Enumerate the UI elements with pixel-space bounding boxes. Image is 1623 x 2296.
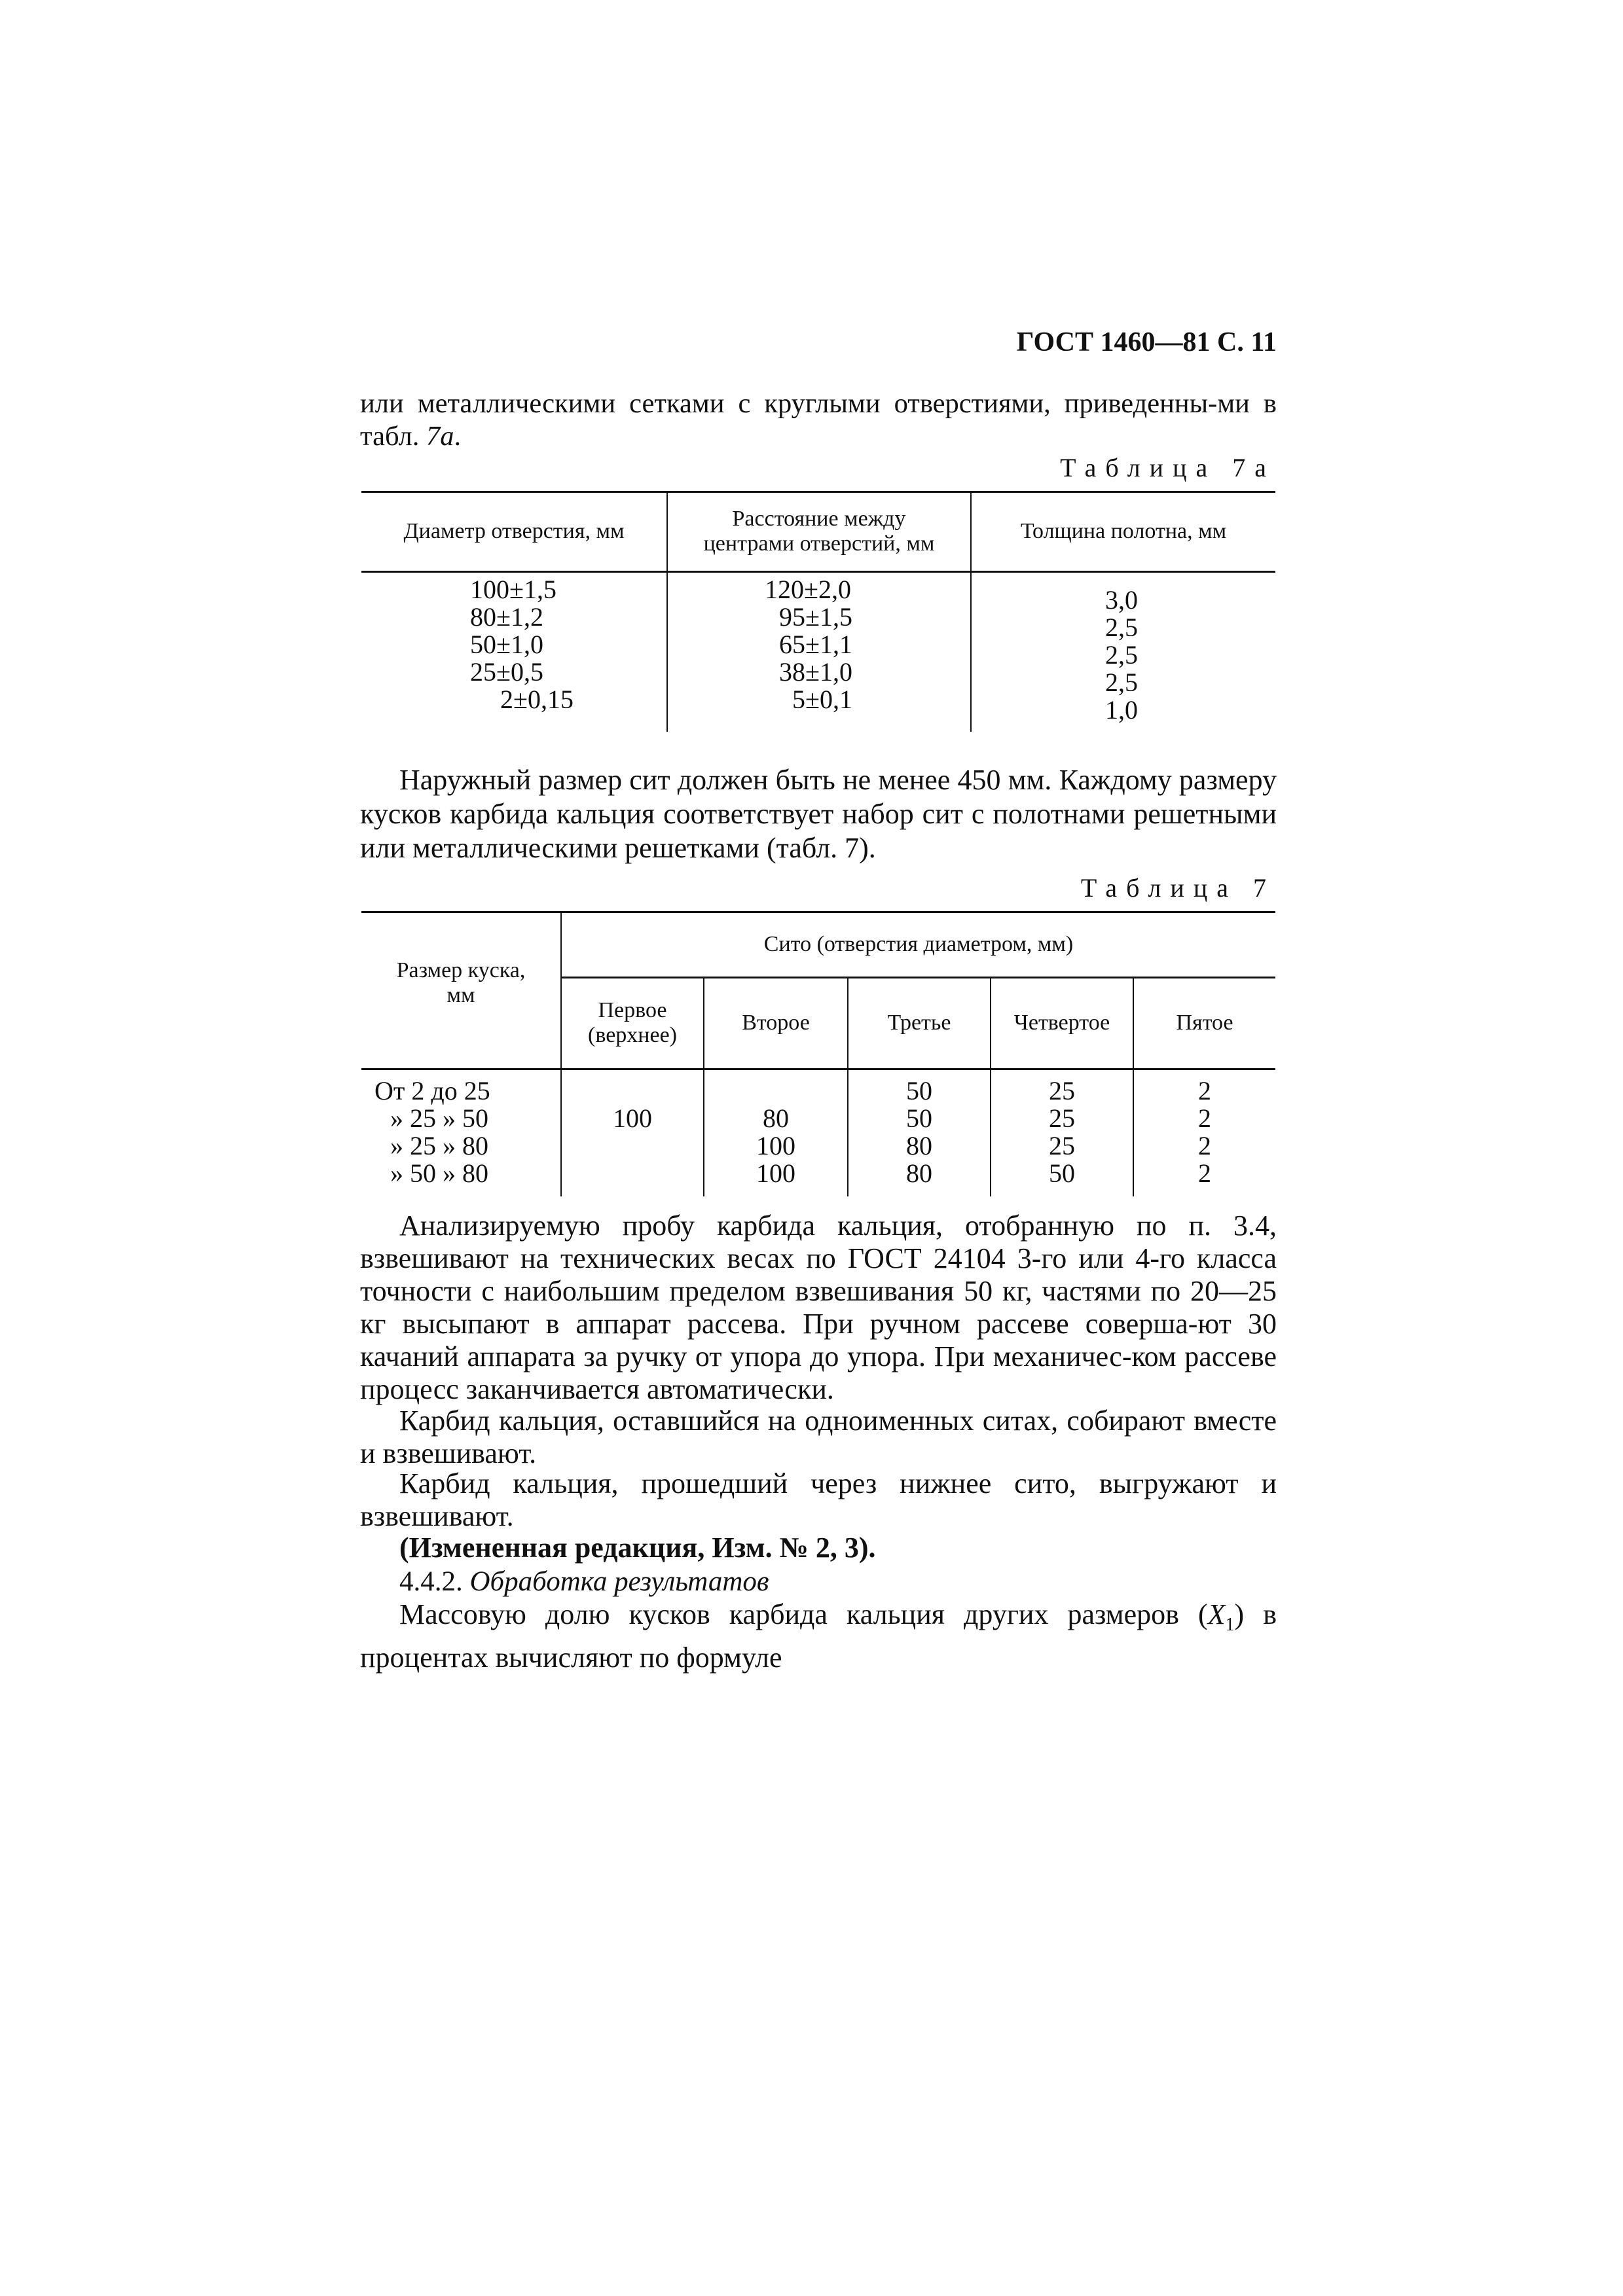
formula-variable: X xyxy=(1207,1598,1226,1630)
table7-cell: 2 xyxy=(1198,1076,1211,1105)
table7a-cell: 120±2,0 xyxy=(765,575,851,604)
table7a-cell: 95±1,5 xyxy=(779,602,852,632)
table7a-cell: 1,0 xyxy=(1105,695,1138,725)
running-head: ГОСТ 1460—81 С. 11 xyxy=(1016,327,1277,357)
formula-subscript: 1 xyxy=(1225,1614,1235,1635)
table7a-cell: 65±1,1 xyxy=(779,630,852,659)
table7a-cell: 2,5 xyxy=(1105,668,1138,697)
table7a-header-rule xyxy=(361,571,1275,573)
table7a-cell: 50±1,0 xyxy=(470,630,543,659)
table7-cell: 50 xyxy=(906,1076,932,1105)
intro-end: . xyxy=(454,421,462,452)
table7-header-size: Размер куска, мм xyxy=(396,958,526,1007)
section-number: 4.4.2. xyxy=(399,1566,463,1597)
table7-cell: 25 xyxy=(1049,1103,1075,1133)
table7-second-column xyxy=(704,1105,847,1187)
table7a-cell: 2,5 xyxy=(1105,613,1138,642)
table-ref: 7а xyxy=(426,421,454,452)
table7-cell-first: 100 xyxy=(613,1103,652,1133)
table7-cell: 50 xyxy=(906,1103,932,1133)
table7a-cell: 38±1,0 xyxy=(779,657,852,687)
table7-header-fifth: Пятое xyxy=(1176,1011,1233,1035)
table7a-distance-column xyxy=(765,576,896,713)
table7-caption: Таблица 7 xyxy=(1080,873,1275,903)
table7-cell: 80 xyxy=(906,1158,932,1188)
mass-text: Массовую долю кусков карбида кальция других размеров ( xyxy=(399,1598,1208,1630)
table7-cell: » 25 » 50 xyxy=(390,1103,488,1133)
table7-header-rule xyxy=(361,1068,1275,1070)
table7-cell: » 25 » 80 xyxy=(390,1131,488,1160)
table7a-cell: 80±1,2 xyxy=(470,602,543,632)
table7-cell: » 50 » 80 xyxy=(390,1158,488,1188)
table7-fifth-column xyxy=(1134,1077,1275,1187)
table7-header-second: Второе xyxy=(742,1011,810,1035)
table7a-cell: 2,5 xyxy=(1105,640,1138,670)
mass-fraction-paragraph xyxy=(360,1598,1277,1674)
intro-text: или металлическими сетками с круглыми отверстиями, приведенны-ми в табл. xyxy=(360,388,1277,452)
table7a-cell: 100±1,5 xyxy=(470,575,556,604)
table7-cell: 50 xyxy=(1049,1158,1075,1188)
table7a-header-distance: Расстояние между центрами отверстий, мм xyxy=(703,507,935,556)
table7-cell: 80 xyxy=(763,1103,789,1133)
table7a-cell: 3,0 xyxy=(1105,585,1138,615)
table7-cell: 2 xyxy=(1198,1103,1211,1133)
table7-header-third: Третье xyxy=(887,1011,951,1035)
section-heading xyxy=(360,1566,1277,1598)
table7-size-column xyxy=(374,1077,558,1187)
table7-cell: 100 xyxy=(756,1131,795,1160)
table7-header-first: Первое (верхнее) xyxy=(588,998,677,1047)
table7a-cell: 5±0,1 xyxy=(792,685,852,714)
section-title: Обработка результатов xyxy=(469,1566,769,1597)
lower-sieve-paragraph: Карбид кальция, прошедший через нижнее сито, выгружают и взвешивают. xyxy=(360,1467,1277,1532)
table7a-cell: 2±0,15 xyxy=(500,685,574,714)
table7-cell: 100 xyxy=(756,1158,795,1188)
analysis-paragraph: Анализируемую пробу карбида кальция, отобранную по п. 3.4, взвешивают на технических весах по ГОСТ 24104 3-го или 4-го класса точности с наибольшим пределом взвешивания 50 кг, частями по 20—25 кг высыпают в аппарат рассева. При ручном рассеве соверша-ют 30 качаний аппарата за ручку от упора до упора. При механичес-ком рассеве процесс заканчивается автоматически. xyxy=(360,1210,1277,1405)
mass-end: ) в процентах вычисляют по формуле xyxy=(360,1598,1277,1674)
table7-third-column xyxy=(848,1077,990,1187)
table7a-thickness-column xyxy=(1105,586,1171,724)
table7-cell: 80 xyxy=(906,1131,932,1160)
table7a-caption: Таблица 7а xyxy=(1060,453,1275,482)
table7-header-sieve: Сито (отверстия диаметром, мм) xyxy=(763,932,1074,956)
table7a-header-thickness: Толщина полотна, мм xyxy=(1020,519,1227,543)
intro-paragraph xyxy=(360,387,1277,453)
table7-fourth-column xyxy=(991,1077,1133,1187)
outer-size-paragraph: Наружный размер сит должен быть не менее 450 мм. Каждому размеру кусков карбида кальция соответствует набор сит с полотнами решетными или металлическими решетками (табл. 7). xyxy=(360,764,1277,864)
edit-note: (Измененная редакция, Изм. № 2, 3). xyxy=(399,1532,876,1564)
table7-cell: От 2 до 25 xyxy=(374,1076,490,1105)
table7a-header-diameter: Диаметр отверстия, мм xyxy=(403,519,625,543)
table7-cell: 25 xyxy=(1049,1131,1075,1160)
table7-cell: 2 xyxy=(1198,1158,1211,1188)
table7a-diameter-column xyxy=(470,576,601,713)
table7-cell: 2 xyxy=(1198,1131,1211,1160)
table7-header-fourth: Четвертое xyxy=(1013,1011,1110,1035)
table7-cell: 25 xyxy=(1049,1076,1075,1105)
table7a-cell: 25±0,5 xyxy=(470,657,543,687)
same-sieves-paragraph: Карбид кальция, оставшийся на одноименных ситах, собирают вместе и взвешивают. xyxy=(360,1405,1277,1469)
